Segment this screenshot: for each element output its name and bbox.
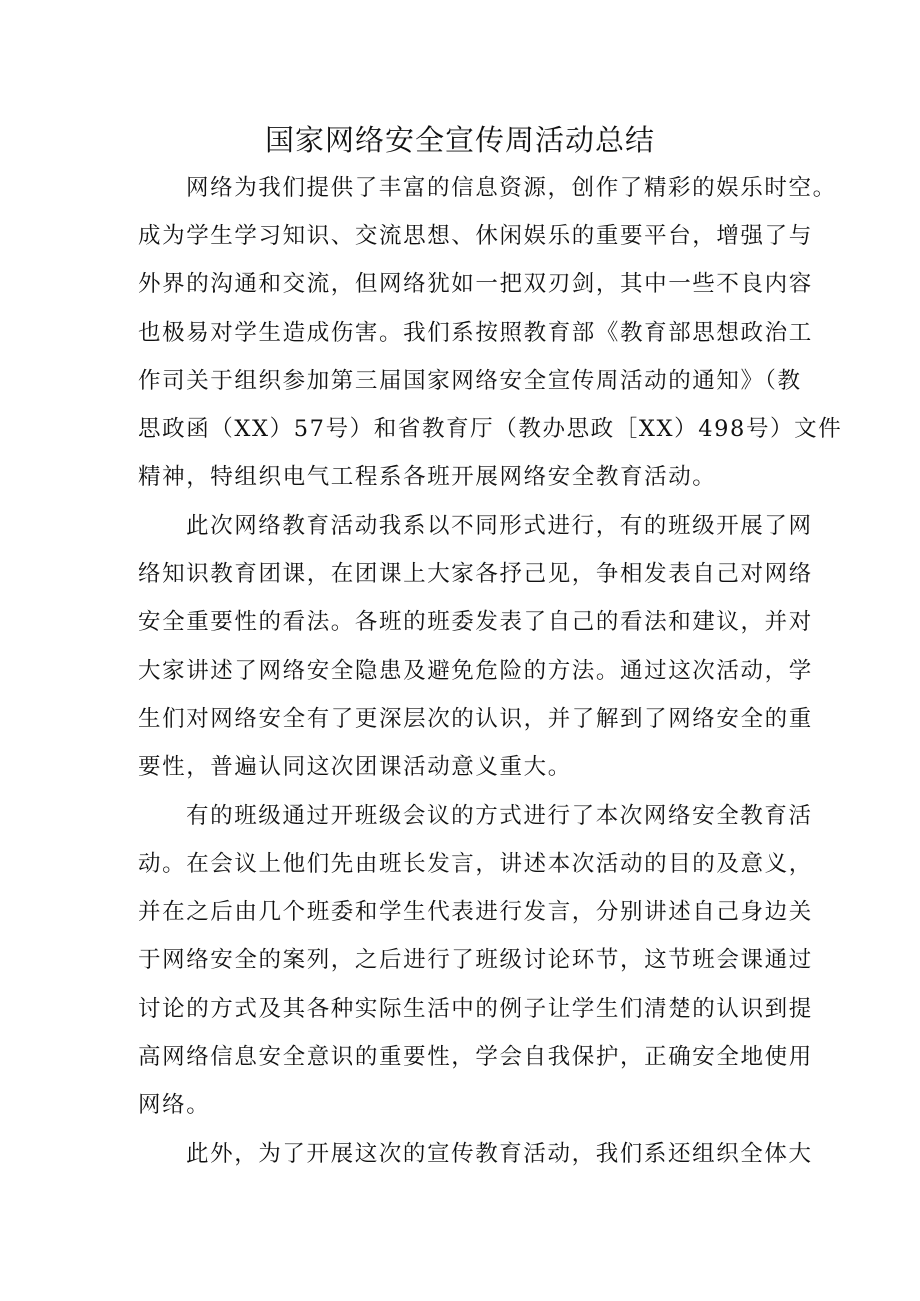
paragraph-2-line-2: 络知识教育团课，在团课上大家各抒己见，争相发表自己对网络 — [138, 561, 813, 587]
paragraph-3-line-1: 有的班级通过开班级会议的方式进行了本次网络安全教育活 — [186, 803, 813, 829]
paragraph-1-line-2: 成为学生学习知识、交流思想、休闲娱乐的重要平台，增强了与 — [138, 223, 813, 249]
paragraph-2-line-4: 大家讲述了网络安全隐患及避免危险的方法。通过这次活动，学 — [138, 658, 813, 684]
paragraph-1-line-6: 思政函（XX）57号）和省教育厅（教办思政［XX）498号）文件 — [138, 416, 843, 442]
paragraph-4-line-1: 此外，为了开展这次的宣传教育活动，我们系还组织全体大 — [186, 1141, 813, 1167]
paragraph-3-line-7: 网络。 — [138, 1092, 211, 1118]
paragraph-1-line-1: 网络为我们提供了丰富的信息资源，创作了精彩的娱乐时空。 — [186, 175, 837, 201]
paragraph-1-line-7: 精神，特组织电气工程系各班开展网络安全教育活动。 — [138, 464, 717, 490]
paragraph-1-line-5: 作司关于组织参加第三届国家网络安全宣传周活动的通知》（教 — [138, 368, 802, 394]
paragraph-3-line-5: 讨论的方式及其各种实际生活中的例子让学生们清楚的认识到提 — [138, 996, 813, 1022]
paragraph-1-line-4: 也极易对学生造成伤害。我们系按照教育部《教育部思想政治工 — [138, 320, 813, 346]
paragraph-1-line-3: 外界的沟通和交流，但网络犹如一把双刃剑，其中一些不良内容 — [138, 271, 813, 297]
paragraph-2-line-5: 生们对网络安全有了更深层次的认识，并了解到了网络安全的重 — [138, 706, 813, 732]
paragraph-3-line-2: 动。在会议上他们先由班长发言，讲述本次活动的目的及意义， — [138, 851, 813, 877]
document-title: 国家网络安全宣传周活动总结 — [264, 123, 655, 157]
paragraph-2-line-1: 此次网络教育活动我系以不同形式进行，有的班级开展了网 — [186, 513, 813, 539]
paragraph-2-line-3: 安全重要性的看法。各班的班委发表了自己的看法和建议，并对 — [138, 609, 813, 635]
paragraph-3-line-6: 高网络信息安全意识的重要性，学会自我保护，正确安全地使用 — [138, 1044, 813, 1070]
paragraph-3-line-4: 于网络安全的案列，之后进行了班级讨论环节，这节班会课通过 — [138, 947, 813, 973]
paragraph-3-line-3: 并在之后由几个班委和学生代表进行发言，分别讲述自己身边关 — [138, 899, 813, 925]
paragraph-2-line-6: 要性，普遍认同这次团课活动意义重大。 — [138, 754, 572, 780]
